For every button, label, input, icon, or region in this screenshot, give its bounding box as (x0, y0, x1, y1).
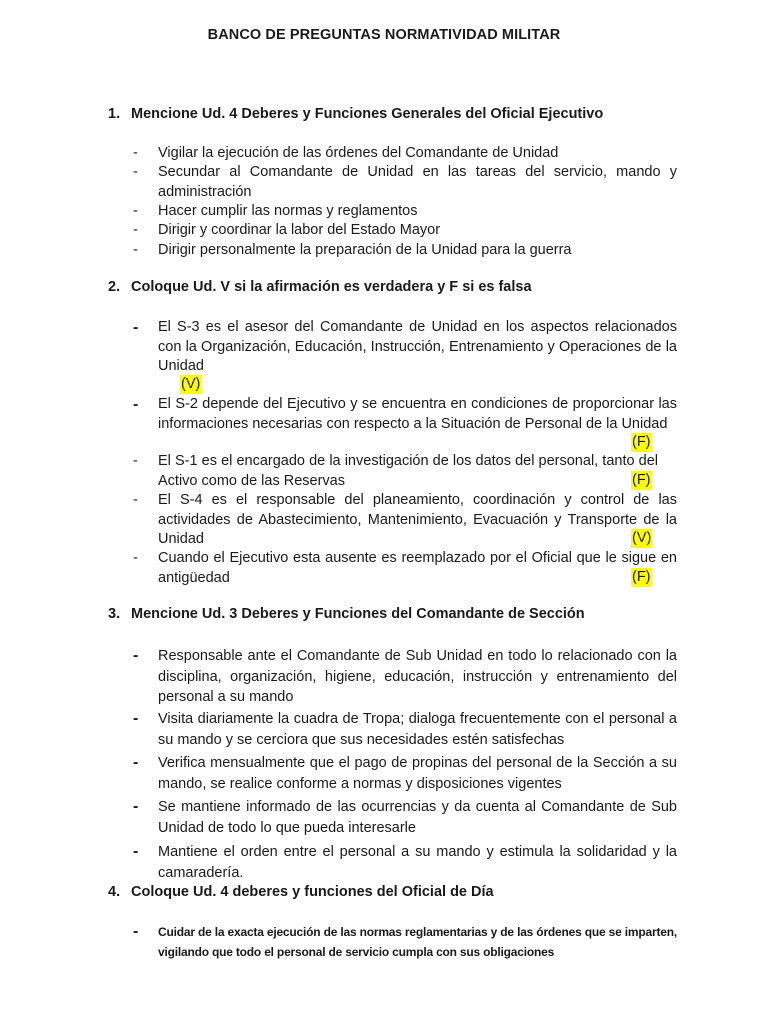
question-text: Mencione Ud. 4 Deberes y Funciones Generales del Oficial Ejecutivo (131, 106, 604, 122)
question-number: 2. (108, 279, 121, 295)
answer-badge: (V) (632, 530, 652, 546)
question-number: 3. (108, 606, 121, 622)
question-1-heading (108, 106, 603, 122)
question-number: 1. (108, 106, 121, 122)
question-text: Coloque Ud. 4 deberes y funciones del Oficial de Día (131, 884, 494, 900)
answer-badge: (F) (632, 434, 651, 450)
document-title: BANCO DE PREGUNTAS NORMATIVIDAD MILITAR (207, 27, 561, 43)
question-text: Coloque Ud. V si la afirmación es verdadera y F si es falsa (131, 279, 532, 295)
answer-badge: (V) (181, 376, 201, 392)
question-text: Mencione Ud. 3 Deberes y Funciones del Comandante de Sección (131, 606, 585, 622)
answer-badge: (F) (632, 472, 651, 488)
question-3-heading (108, 606, 585, 622)
question-number: 4. (108, 884, 121, 900)
question-4-heading (108, 884, 494, 900)
answer-badge: (F) (632, 569, 651, 585)
question-2-heading (108, 279, 532, 295)
